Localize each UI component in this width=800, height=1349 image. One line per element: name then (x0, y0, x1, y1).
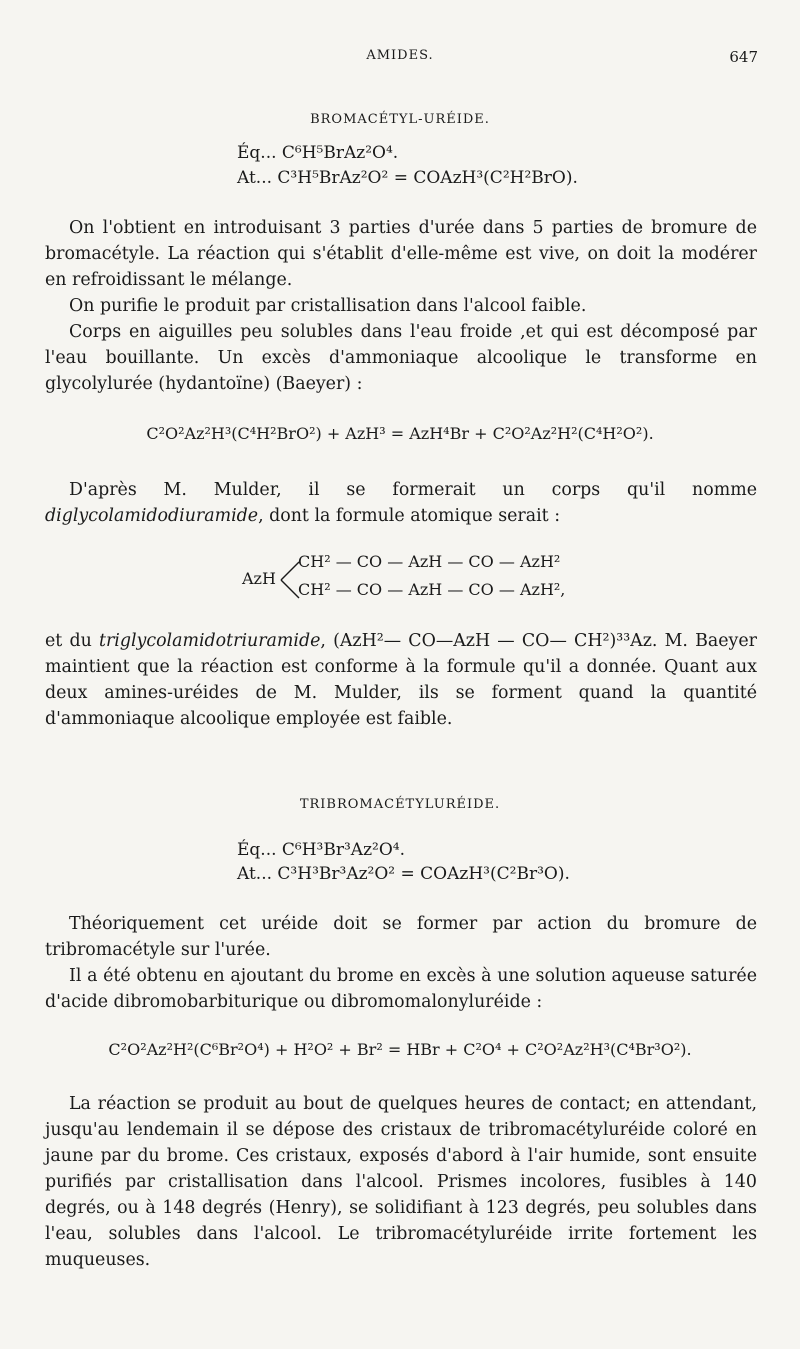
paragraph-theory (45, 911, 757, 963)
atomic-formula-2: At... C³H³Br³Az²O² = COAzH³(C²Br³O). (237, 864, 570, 884)
section-title-tribromacetylureide: TRIBROMACÉTYLURÉIDE. (299, 797, 501, 812)
section-title-bromacetyl-ureide: BROMACÉTYL-URÉIDE. (310, 112, 490, 127)
paragraph-purification-text: On purifie le produit par cristallisation dans l'alcool faible. (69, 296, 587, 316)
compound-name-diglycolamidodiuramide: diglycolamidodiuramide (45, 506, 259, 526)
paragraph-preparation-text: On l'obtient en introduisant 3 parties d'urée dans 5 parties de bromure de bromacétyle. La réaction qui s'établit d'elle-même est vive, on doit la modérer en refroidissant le mélange. (45, 218, 757, 290)
paragraph-preparation (45, 215, 757, 293)
paragraph-properties (45, 319, 757, 397)
equivalent-formula-2: Éq... C⁶H³Br³Az²O⁴. (237, 840, 406, 860)
paragraph-triglycol (45, 628, 757, 732)
paragraph-triglycol-text: et du (45, 631, 99, 651)
paragraph-properties-text: Corps en aiguilles peu solubles dans l'eau froide ,et qui est décomposé par l'eau bouillante. Un excès d'ammoniaque alcoolique le transforme en glycolylurée (hydantoïne) (Baeyer) : (45, 322, 757, 394)
paragraph-mulder-text: D'après M. Mulder, il se formerait un corps qu'il nomme (69, 480, 757, 500)
equivalent-formula: Éq... C⁶H⁵BrAz²O⁴. (237, 143, 399, 163)
running-title: AMIDES. (366, 48, 434, 63)
compound-name-triglycolamidotriuramide: triglycolamidotriuramide (98, 631, 321, 651)
paragraph-purification (45, 293, 757, 319)
structure-bottom-branch: CH² — CO — AzH — CO — AzH², (298, 580, 566, 599)
page-number: 647 (729, 48, 758, 66)
reaction-equation-2: C²O²Az²H²(C⁶Br²O⁴) + H²O² + Br² = HBr + C²O⁴ + C²O²Az²H³(C⁴Br³O²). (108, 1040, 692, 1059)
paragraph-triglycol-tail: , (AzH²— CO—AzH — CO— CH²)³³Az. M. Baeyer maintient que la réaction est conforme à la formule qu'il a donnée. Quant aux deux amines-uréides de M. Mulder, ils se forment quand la quantité d'ammoniaque alcoolique employée est faible. (45, 631, 757, 729)
reaction-equation-1: C²O²Az²H³(C⁴H²BrO²) + AzH³ = AzH⁴Br + C²O²Az²H²(C⁴H²O²). (146, 424, 654, 443)
paragraph-mulder (45, 477, 757, 529)
paragraph-mulder-tail: , dont la formule atomique serait : (258, 506, 561, 526)
atomic-formula: At... C³H⁵BrAz²O² = COAzH³(C²H²BrO). (237, 168, 578, 188)
paragraph-reaction-text: La réaction se produit au bout de quelques heures de contact; en attendant, jusqu'au lendemain il se dépose des cristaux de tribromacétyluréide coloré en jaune par du brome. Ces cristaux, exposés d'abord à l'air humide, sont ensuite purifiés par cristallisation dans l'alcool. Prismes incolores, fusibles à 140 degrés, ou à 148 degrés (Henry), se solidifiant à 123 degrés, peu solubles dans l'eau, solubles dans l'alcool. Le tribromacétyluréide irrite fortement les muqueuses. (45, 1094, 757, 1270)
paragraph-reaction (45, 1091, 757, 1273)
paragraph-obtained-text: Il a été obtenu en ajoutant du brome en excès à une solution aqueuse saturée d'acide dibromobarbiturique ou dibromomalonyluréide : (45, 966, 757, 1012)
paragraph-theory-text: Théoriquement cet uréide doit se former par action du bromure de tribromacétyle sur l'urée. (45, 914, 757, 960)
paragraph-obtained (45, 963, 757, 1015)
structure-top-branch: CH² — CO — AzH — CO — AzH² (298, 552, 561, 571)
structure-prefix: AzH (242, 569, 276, 588)
